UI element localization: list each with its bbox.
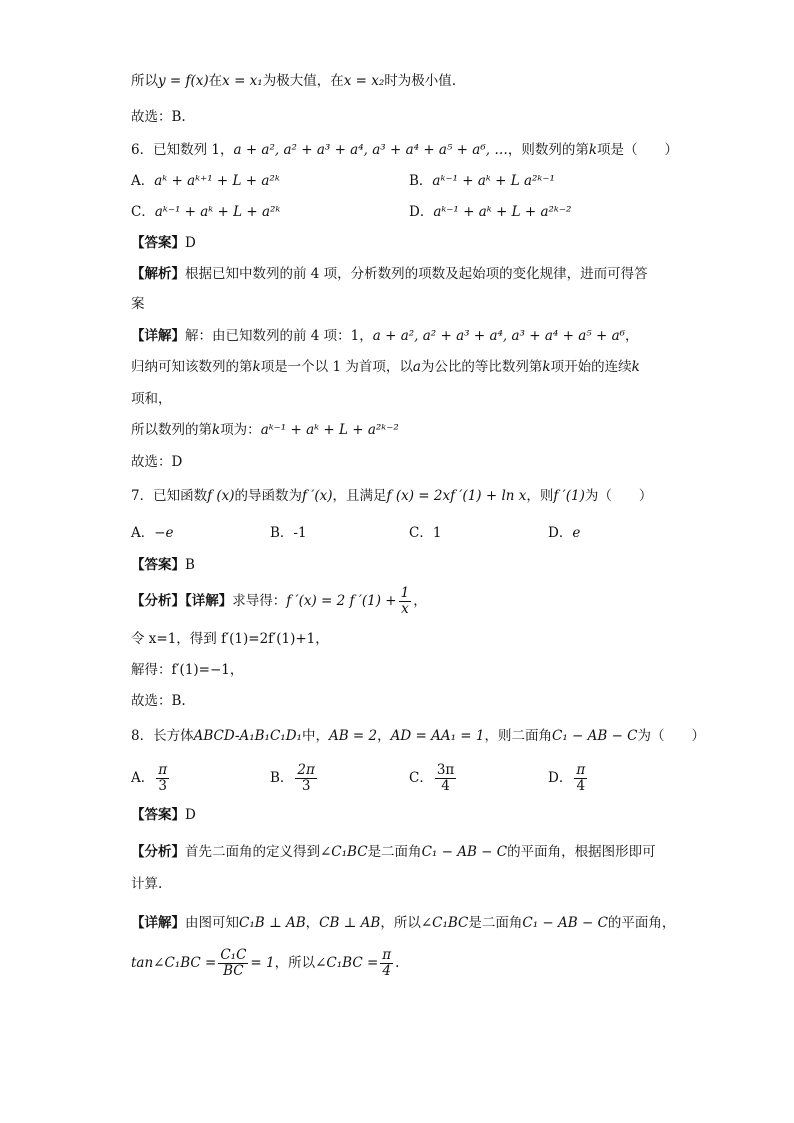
option-label: D． (409, 204, 434, 220)
text: ，所以 (380, 915, 421, 931)
answer-tag: 【答案】 (131, 807, 185, 823)
option-label: C． (409, 525, 433, 541)
option-label: A． (131, 525, 155, 541)
numerator: C₁C (220, 947, 247, 963)
text: 根据已知中数列的前 4 项，分析数列的项数及起始项的变化规律，进而可得答 (185, 266, 648, 282)
math: aᵏ⁻¹ + aᵏ + L + a²ᵏ⁻² (260, 422, 399, 438)
fraction (435, 763, 456, 794)
text: 为（ ） (584, 488, 653, 504)
math: aᵏ⁻¹ + aᵏ + L + a²ᵏ⁻² (433, 204, 572, 220)
math: aᵏ + aᵏ⁺¹ + L + a²ᵏ (154, 173, 280, 189)
fraction (380, 948, 393, 979)
text: 项开始的连续 (550, 359, 632, 375)
numerator: 1 (400, 585, 410, 601)
text: ，所以 (274, 955, 316, 971)
denominator: x (401, 601, 409, 617)
text: 由图可知 (185, 915, 239, 931)
math: f ′(x) = 2 f ′(1) + (286, 593, 397, 609)
text: 项是一个以 1 为首项，以 (260, 359, 413, 375)
math: k (631, 359, 640, 375)
math: f (x) (207, 488, 235, 504)
fraction (295, 763, 316, 794)
numerator: 2π (297, 762, 315, 778)
option-b (270, 524, 307, 542)
math: f ′(1) (553, 488, 585, 504)
math: C₁ − AB − C (551, 728, 638, 744)
denominator: 4 (576, 778, 586, 794)
text: ，且满足 (332, 488, 387, 504)
math: = 1 (250, 955, 275, 971)
text: 的导函数为 (234, 488, 303, 504)
math: a + a², a² + a³ + a⁴, a³ + a⁴ + a⁵ + a⁶ (372, 328, 626, 344)
math: a (412, 359, 421, 375)
text: 的平面角，根据图形即可 (507, 844, 656, 860)
option-label: C． (131, 204, 155, 220)
option-value: 1 (432, 525, 442, 541)
text: 所以 (131, 73, 158, 89)
math: x = x₁ (222, 73, 263, 89)
text: 为极大值，在 (262, 73, 344, 89)
math: ABCD-A₁B₁C₁D₁ (193, 728, 302, 744)
text: . (395, 955, 400, 971)
text: 所以数列的第 (131, 422, 212, 438)
option-d (548, 524, 580, 542)
math: ∠C₁BC (420, 915, 469, 931)
analysis-tag: 【分析】 (131, 844, 185, 860)
option-b (270, 762, 319, 794)
text-line: 故选：D (131, 454, 183, 470)
numerator: π (382, 947, 392, 963)
answer-line (131, 234, 196, 252)
fraction (399, 586, 412, 617)
option-d (548, 762, 589, 794)
math: f ′(x) (302, 488, 333, 504)
text-line: 解得：f′(1)=−1， (131, 662, 244, 678)
option-b (409, 172, 555, 190)
question-7-stem (131, 487, 652, 505)
math: y = f(x) (158, 73, 209, 89)
text: 在 (208, 73, 223, 89)
text: 为（ ） (637, 728, 706, 744)
answer-value: B (185, 557, 195, 573)
text: 时为极小值. (384, 73, 457, 89)
detail-line (131, 327, 639, 345)
text: 求导得： (232, 593, 287, 609)
option-label: B． (409, 173, 433, 189)
analysis-tag: 【分析】【详解】 (131, 593, 233, 609)
option-a (131, 762, 171, 794)
text: 是二面角 (468, 915, 523, 931)
formula-line (131, 946, 399, 980)
text: ， (413, 593, 427, 609)
option-label: D． (548, 770, 573, 786)
detail-tag: 【详解】 (131, 328, 185, 344)
analysis-line (131, 843, 656, 861)
text: ， (377, 728, 391, 744)
detail-tag: 【详解】 (131, 915, 185, 931)
math: k (542, 359, 551, 375)
option-value: -1 (293, 525, 307, 541)
answer-line (131, 806, 196, 824)
text: 项是（ ） (597, 142, 679, 158)
text-line: 故选：B. (131, 109, 186, 125)
text-line: 故选：B. (131, 693, 186, 709)
math: tan∠C₁BC = (131, 955, 217, 971)
text: 6．已知数列 1， (131, 142, 234, 158)
answer-tag: 【答案】 (131, 557, 185, 573)
denominator: 3 (158, 778, 167, 794)
option-a (131, 524, 174, 542)
option-label: D． (548, 525, 573, 541)
math: k (588, 142, 598, 158)
question-8-stem (131, 727, 705, 745)
text-line: 令 x=1，得到 f′(1)=2f′(1)+1， (131, 631, 329, 647)
option-label: A． (131, 770, 155, 786)
math: x = x₂ (343, 73, 385, 89)
math: a + a², a² + a³ + a⁴, a³ + a⁴ + a⁵ + a⁶, … (233, 142, 508, 158)
denominator: BC (223, 963, 244, 979)
text: 中， (301, 728, 329, 744)
detail-line (131, 914, 675, 932)
option-c (409, 524, 441, 542)
fraction (156, 763, 169, 794)
math: e (572, 525, 581, 541)
option-label: B． (270, 770, 294, 786)
denominator: 4 (441, 778, 450, 794)
math: C₁ − AB − C (421, 844, 508, 860)
math: −e (154, 525, 174, 541)
analysis-tag: 【解析】 (131, 266, 185, 282)
math: C₁ − AB − C (522, 915, 608, 931)
fraction (574, 763, 587, 794)
text: 的平面角， (607, 915, 676, 931)
option-a (131, 172, 280, 190)
text: ， (625, 328, 639, 344)
text: 为公比的等比数列第 (420, 359, 543, 375)
numerator: π (576, 762, 586, 778)
text: ， (305, 915, 320, 931)
math: C₁B ⊥ AB (239, 915, 306, 931)
math: aᵏ⁻¹ + aᵏ + L + a²ᵏ (154, 204, 281, 220)
math: aᵏ⁻¹ + aᵏ + L a²ᵏ⁻¹ (432, 173, 555, 189)
option-d (409, 203, 571, 221)
text: 8．长方体 (131, 728, 194, 744)
fraction (218, 948, 248, 979)
math: k (252, 359, 261, 375)
math: f (x) = 2xf ′(1) + ln x (386, 488, 527, 504)
option-c (409, 762, 458, 794)
numerator: 3π (436, 762, 455, 778)
numerator: π (158, 762, 168, 778)
text-line: 案 (131, 296, 145, 312)
answer-tag: 【答案】 (131, 235, 185, 251)
text: 首先二面角的定义得到 (185, 844, 320, 860)
text: ，则二面角 (484, 728, 552, 744)
option-c (131, 203, 280, 221)
option-label: A． (131, 173, 155, 189)
text-line (131, 72, 456, 90)
denominator: 3 (301, 778, 311, 794)
question-6-stem (131, 141, 678, 159)
math: CB ⊥ AB (319, 915, 381, 931)
option-label: B． (270, 525, 294, 541)
analysis-line (131, 265, 648, 283)
math: k (212, 422, 221, 438)
text: 是二面角 (367, 844, 422, 860)
answer-value: D (185, 807, 196, 823)
option-label: C． (409, 770, 433, 786)
text-line (131, 421, 399, 439)
math: AD = AA₁ = 1 (390, 728, 485, 744)
text: ，则 (526, 488, 554, 504)
analysis-line (131, 586, 427, 617)
math: AB = 2 (328, 728, 378, 744)
text: 解：由已知数列的前 4 项：1， (185, 328, 373, 344)
text-line: 计算. (131, 876, 163, 892)
text: 7．已知函数 (131, 488, 208, 504)
math: ∠C₁BC = (315, 955, 379, 971)
text-line (131, 358, 640, 376)
math: ∠C₁BC (320, 844, 368, 860)
answer-value: D (185, 235, 196, 251)
text: 项为： (220, 422, 261, 438)
text-line: 项和， (131, 391, 172, 407)
denominator: 4 (382, 963, 391, 979)
answer-line (131, 556, 195, 574)
text: 归纳可知该数列的第 (131, 359, 253, 375)
text: ，则数列的第 (507, 142, 589, 158)
